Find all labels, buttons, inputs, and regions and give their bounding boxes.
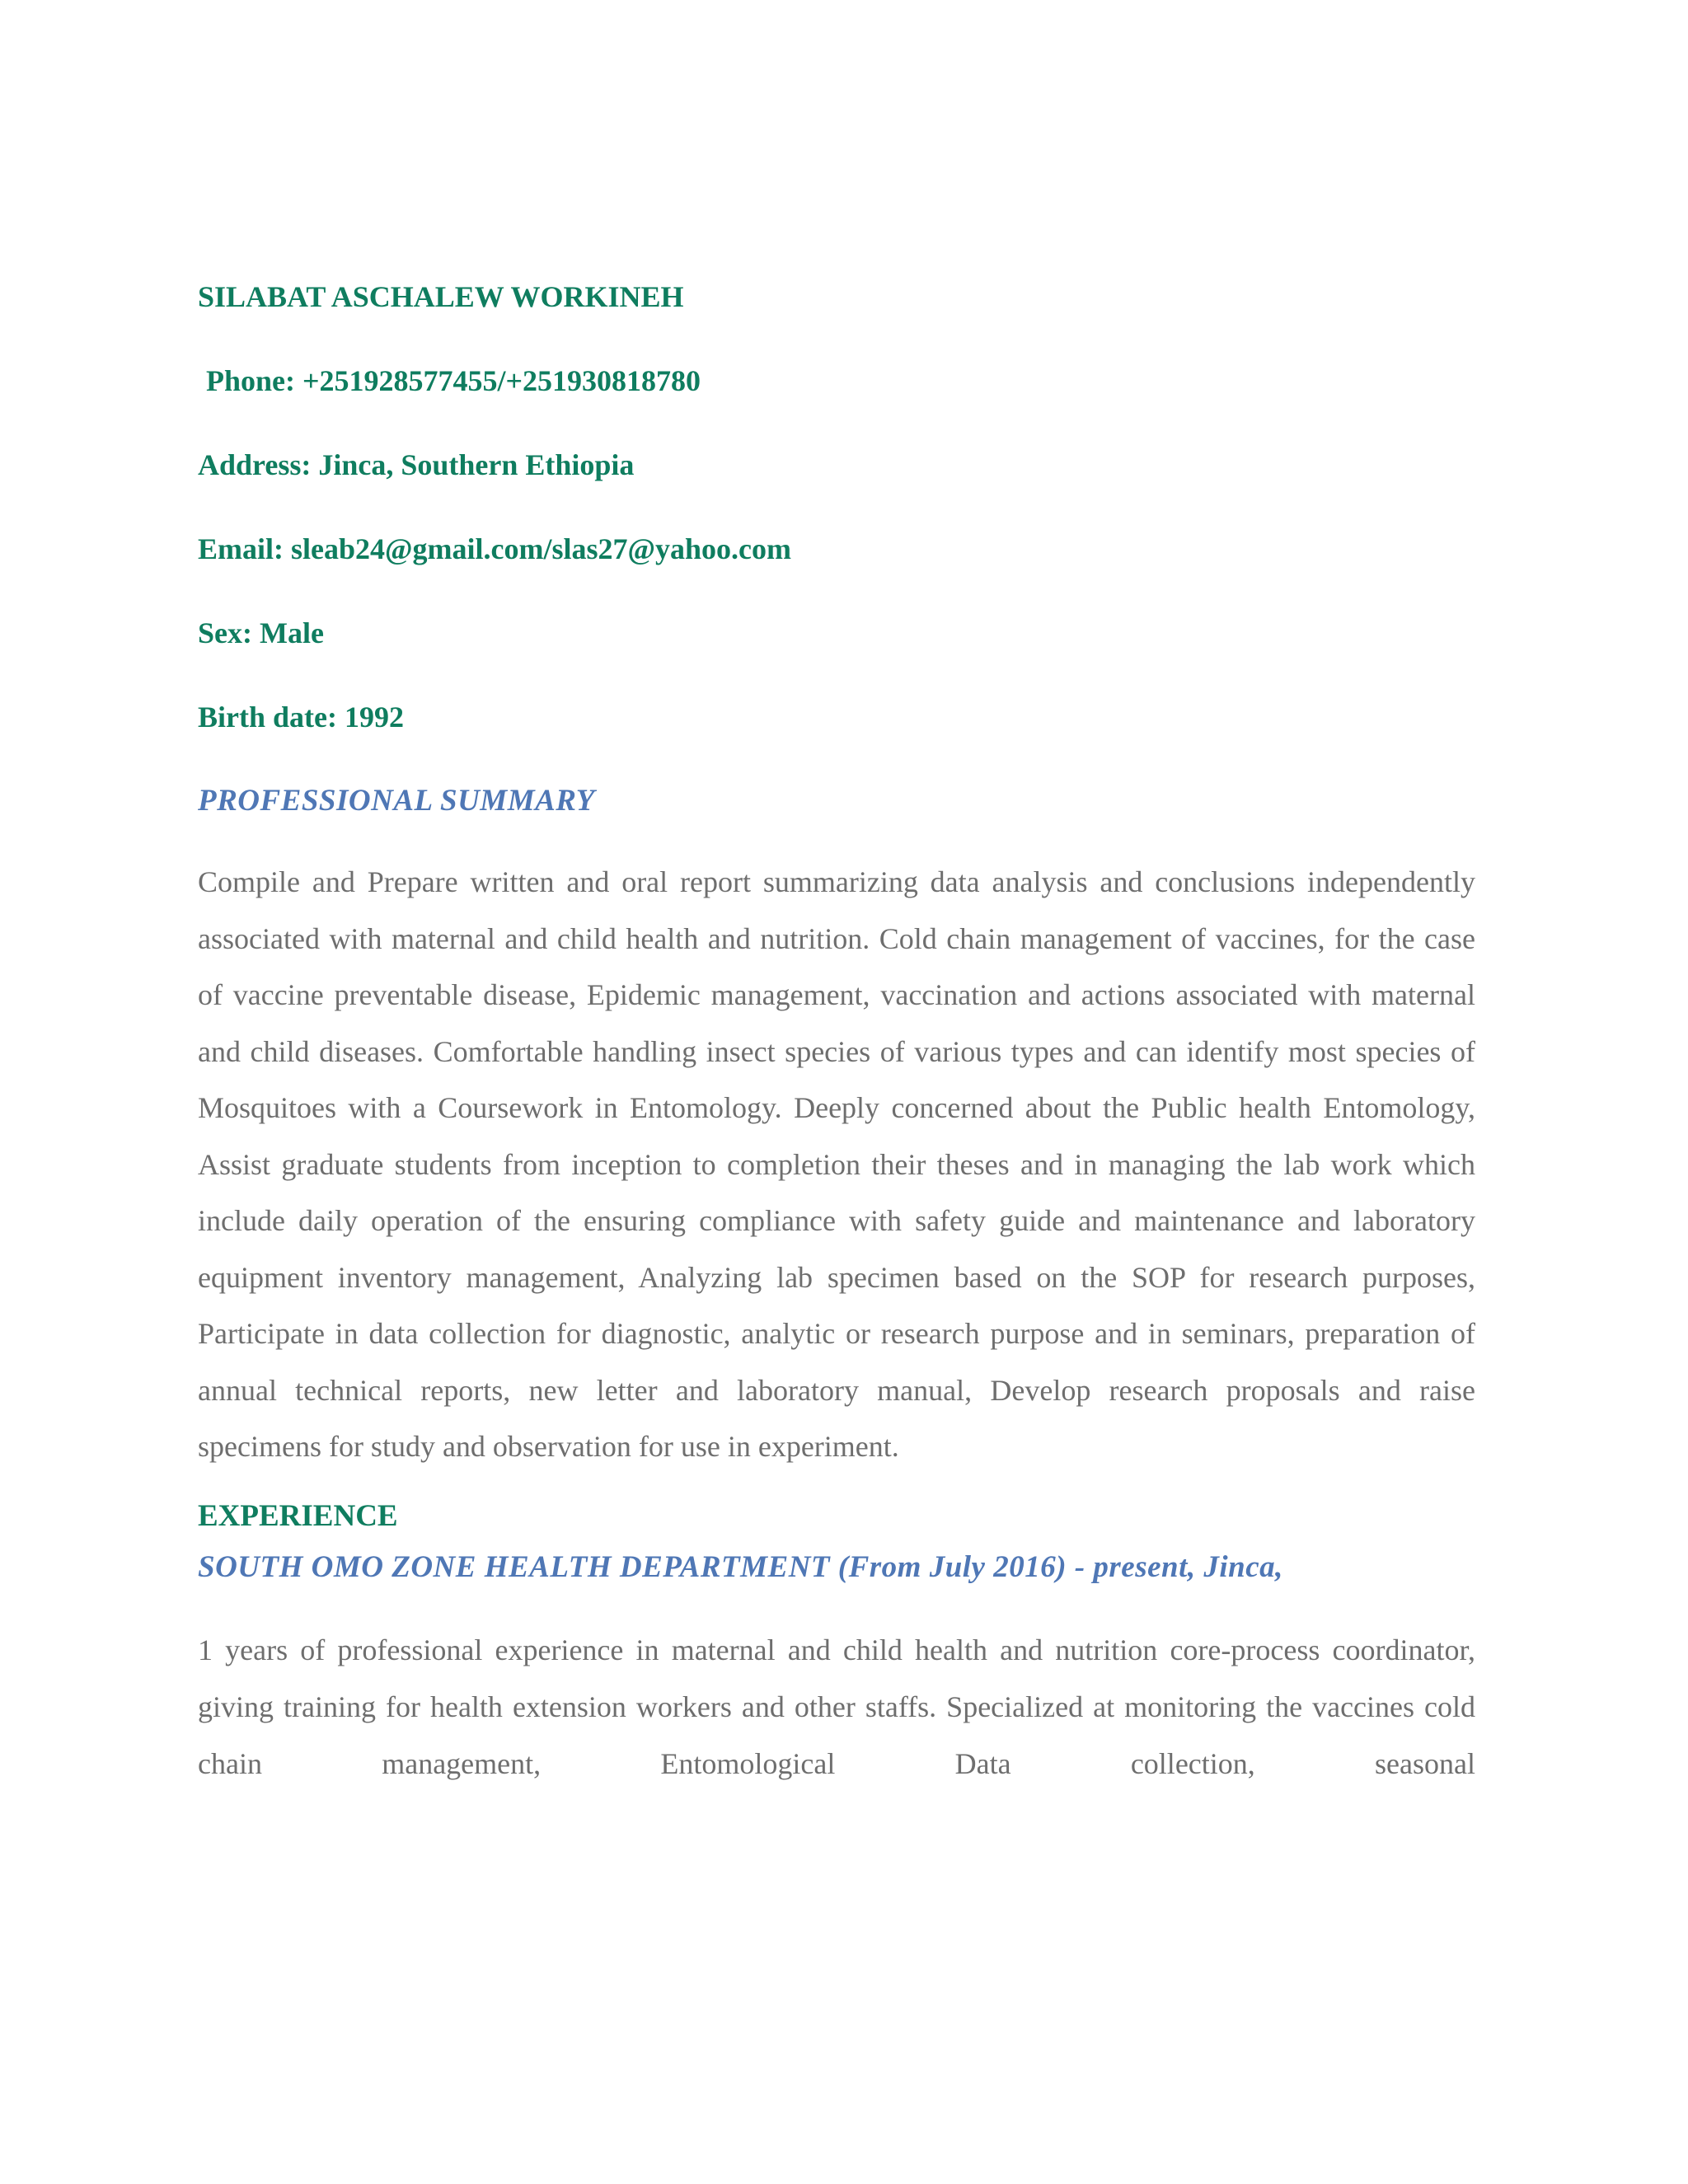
contact-sex: Sex: Male xyxy=(198,616,324,649)
resume-name: SILABAT ASCHALEW WORKINEH xyxy=(198,280,684,313)
experience-text: 1 years of professional experience in maternal and child health and nutrition core-process coordinator, giving training for health extension workers and other staffs. Specialized at monitoring the vaccines cold chain management, Entomological Data collection, seasonal xyxy=(198,1633,1475,1780)
contact-birth-date: Birth date: 1992 xyxy=(198,701,404,733)
professional-summary-heading: PROFESSIONAL SUMMARY xyxy=(198,784,595,818)
experience-company: SOUTH OMO ZONE HEALTH DEPARTMENT (From July 2016) - present, Jinca, xyxy=(198,1549,1283,1584)
resume-content xyxy=(198,279,1475,1793)
professional-summary-text: Compile and Prepare written and oral report summarizing data analysis and conclusions independently associated with maternal and child health and nutrition. Cold chain management of vaccines, for the case of vaccine preventable disease, Epidemic management, vaccination and actions associated with maternal and child diseases. Comfortable handling insect species of various types and can identify most species of Mosquitoes with a Coursework in Entomology. Deeply concerned about the Public health Entomology, Assist graduate students from inception to completion their theses and in managing the lab work which include daily operation of the ensuring compliance with safety guide and maintenance and laboratory equipment inventory management, Analyzing lab specimen based on the SOP for research purposes, Participate in data collection for diagnostic, analytic or research purpose and in seminars, preparation of annual technical reports, new letter and laboratory manual, Develop research proposals and raise specimens for study and observation for use in experiment. xyxy=(198,865,1475,1463)
contact-phone: Phone: +251928577455/+251930818780 xyxy=(206,364,701,397)
experience-heading: EXPERIENCE xyxy=(198,1498,398,1533)
contact-address: Address: Jinca, Southern Ethiopia xyxy=(198,448,635,481)
contact-email: Email: sleab24@gmail.com/slas27@yahoo.com xyxy=(198,532,791,565)
